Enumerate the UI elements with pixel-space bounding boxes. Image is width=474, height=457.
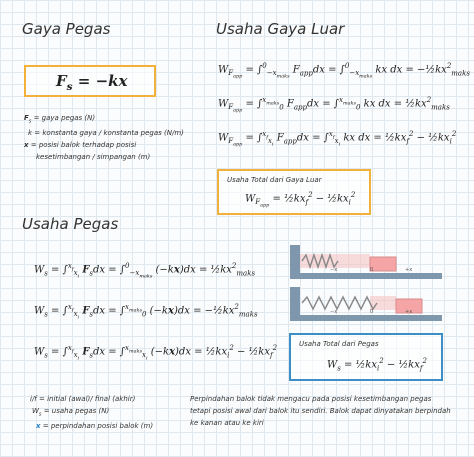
title-usaha-pegas: Usaha Pegas	[22, 215, 119, 233]
legend-x-cont: kesetimbangan / simpangan (m)	[36, 153, 151, 162]
total-gaya-luar-formula: $W_{F_{app}}$ = $\frac{1}{2}kx_f^2$ − $\frac{1}{2}kx_i^2$	[245, 191, 356, 209]
title-usaha-gaya-luar: Usaha Gaya Luar	[216, 20, 345, 38]
total-pegas-formula: $W_s$ = $\frac{1}{2}kx_i^2$ − $\frac{1}{2}kx_f^2$	[327, 357, 427, 373]
pegas-eq-2: $W_s = \int^{x_f}_{x_i}$ $F_sdx = \int^{x_{maks}}_0$ $(-kx)dx = -\frac{1}{2}kx^2_{maks}$	[34, 303, 258, 321]
spring-diagram-stretched	[290, 287, 442, 321]
pegas-eq-3: $W_s = \int^{x_f}_{x_i}$ $F_sdx = \int^{x_{maks}}_{x_i}$ $(-kx)dx = \frac{1}{2}kx_i^2$ − $\frac{1}{2}kx_f^2$	[34, 344, 278, 362]
axis-label-minus: −x	[330, 309, 338, 315]
spring	[302, 297, 377, 309]
total-gaya-luar-title: Usaha Total dari Gaya Luar	[227, 176, 322, 184]
legend-if: i/f = initial (awal)/ final (akhir)	[30, 395, 136, 403]
block	[370, 257, 396, 271]
axis-label-plus: +x	[405, 309, 413, 315]
spring-diagram-compressed	[290, 245, 442, 279]
axis-label-zero: 0	[370, 309, 374, 315]
axis-label-minus: −x	[330, 267, 338, 273]
floor	[290, 273, 442, 279]
floor	[290, 315, 442, 321]
legend-k: k = konstanta gaya / konstanta pegas (N/m)	[28, 129, 184, 138]
explanation-paragraph	[190, 393, 451, 429]
title-gaya-pegas: Gaya Pegas	[22, 20, 111, 38]
hooke-formula: $F_s = -kx$	[56, 72, 128, 93]
paragraph-line-1: Perpindahan balok tidak mengacu pada posisi kesetimbangan pegas	[190, 395, 432, 403]
legend-xdisp: x = perpindahan posisi balok (m)	[36, 422, 154, 431]
axis-label-plus: +x	[405, 267, 413, 273]
axis-label-zero: 0	[370, 267, 374, 273]
paragraph-line-3: ke kanan atau ke kiri	[190, 419, 264, 427]
legend-fs: $F_s$ = gaya pegas (N)	[24, 114, 96, 125]
gaya-luar-eq-2: $W_{F_{app}} = \int^{x_{maks}}_0$ $F_{app}dx = \int^{x_{maks}}_0$ kx dx = $\frac{1}{2}kx^2_{maks}$	[218, 96, 450, 114]
legend-bottom	[30, 393, 153, 432]
spring-diagrams	[290, 245, 450, 323]
gaya-luar-eq-3: $W_{F_{app}} = \int^{x_f}_{x_i}$ $F_{app}dx = \int^{x_f}_{x_i}$ kx dx = $\frac{1}{2}kx_f^2$ − $\frac{1}{2}kx_i^2$	[218, 130, 457, 148]
total-pegas-box	[289, 333, 443, 381]
hooke-law-box	[24, 65, 156, 97]
gaya-luar-eq-1: $W_{F_{app}} = \int^0_{-x_{maks}}$ $F_{app}dx = \int^0_{-x_{maks}}$ kx dx = $-\frac{1}{2}kx^2_{maks}$	[218, 62, 470, 80]
total-pegas-title: Usaha Total dari Pegas	[299, 340, 379, 348]
legend-ws: $W_s$ = usaha pegas (N)	[32, 407, 110, 418]
total-gaya-luar-box	[217, 169, 371, 215]
pegas-eq-1: $W_s = \int^{x_f}_{x_i}$ $F_sdx = \int^0_{-x_{maks}}$ $(-kx)dx = \frac{1}{2}kx^2_{maks}$	[34, 262, 256, 280]
legend-x: x = posisi balok terhadap posisi	[24, 141, 137, 150]
paragraph-line-2: tetapi posisi awal dari balok itu sendiri. Balok dapat dinyatakan berpindah	[190, 407, 451, 415]
legend-gaya	[24, 112, 184, 163]
